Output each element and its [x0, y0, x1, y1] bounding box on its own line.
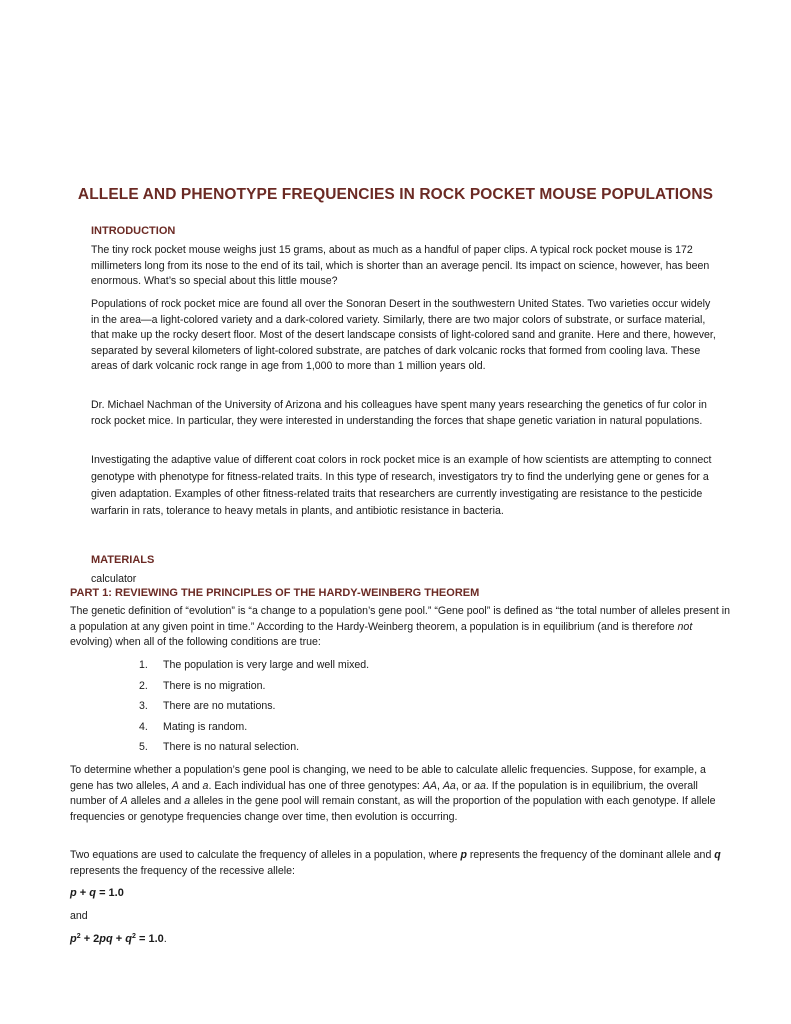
equation-1: p + q = 1.0 — [70, 887, 124, 899]
materials-item: calculator — [91, 573, 137, 585]
part1-heading: PART 1: REVIEWING THE PRINCIPLES OF THE HARDY-WEINBERG THEOREM — [70, 587, 480, 599]
list-item: 2. There is no migration. — [139, 679, 266, 692]
intro-paragraph-2: Populations of rock pocket mice are found all over the Sonoran Desert in the southwestern United States. Two varieties occur widely in the area—a light-colored variety and a dark-colored variety. Similarly, there are two major colors of substrate, or surface material, that make up the rocky desert floor. Most of the desert landscape consists of light-colored sand and granite. Here and there, however, separated by several kilometers of light-colored substrate, are patches of dark volcanic rocks that formed from cooling lava. These areas of dark volcanic rock range in age from 1,000 to more than 1 million years old. — [91, 298, 716, 372]
part1-paragraph-3: Two equations are used to calculate the frequency of alleles in a population, where p represents the frequency of the dominant allele and q represents the frequency of the recessive allele: — [70, 849, 721, 877]
intro-paragraph-4: Investigating the adaptive value of different coat colors in rock pocket mice is an example of how scientists are attempting to connect genotype with phenotype for fitness-related traits. In this type of research, investigators try to find the underlying gene or genes for a given adaptation. Examples of other fitness-related traits that researchers are currently investigating are resistance to the pesticide warfarin in rats, tolerance to heavy metals in plants, and antibiotic resistance in bacteria. — [91, 454, 712, 517]
materials-heading: MATERIALS — [91, 554, 155, 566]
introduction-heading: INTRODUCTION — [91, 225, 176, 237]
intro-paragraph-3: Dr. Michael Nachman of the University of Arizona and his colleagues have spent many years researching the genetics of fur color in rock pocket mice. In particular, they were interested in understanding the forces that shape genetic variation in natural populations. — [91, 399, 707, 427]
list-item: 4. Mating is random. — [139, 720, 248, 733]
list-item: 5. There is no natural selection. — [139, 741, 300, 753]
part1-paragraph-1: The genetic definition of “evolution” is “a change to a population’s gene pool.” “Gene pool” is defined as “the total number of alleles present in a population at any given point in time.” According to the Hardy-Weinberg theorem, a population is in equilibrium (and is therefore not evolving) when all of the following conditions are true: — [70, 605, 730, 648]
list-item: 3. There are no mutations. — [139, 700, 276, 712]
document-title: ALLELE AND PHENOTYPE FREQUENCIES IN ROCK POCKET MOUSE POPULATIONS — [77, 186, 714, 203]
intro-paragraph-1: The tiny rock pocket mouse weighs just 15 grams, about as much as a handful of paper clips. A typical rock pocket mouse is 172 millimeters long from its nose to the end of its tail, which is shorter than an average pencil. Its impact on science, however, has been enormous. What’s so special about this little mouse? — [91, 244, 710, 287]
and-text: and — [70, 910, 88, 922]
conditions-list — [139, 658, 369, 761]
list-item: 1. The population is very large and well mixed. — [139, 659, 370, 671]
part1-paragraph-2: To determine whether a population’s gene pool is changing, we need to be able to calculate allelic frequencies. Suppose, for example, a gene has two alleles, A and a. Each individual has one of three genotypes: AA, Aa, or aa. If the population is in equilibrium, the overall number of A alleles and a alleles in the gene pool will remain constant, as will the proportion of the population with each genotype. If allele frequencies or genotype frequencies change over time, then evolution is occurring. — [70, 764, 716, 823]
equation-2: $p^2 + 2pq + q^2 = 1.0$. — [70, 933, 167, 945]
